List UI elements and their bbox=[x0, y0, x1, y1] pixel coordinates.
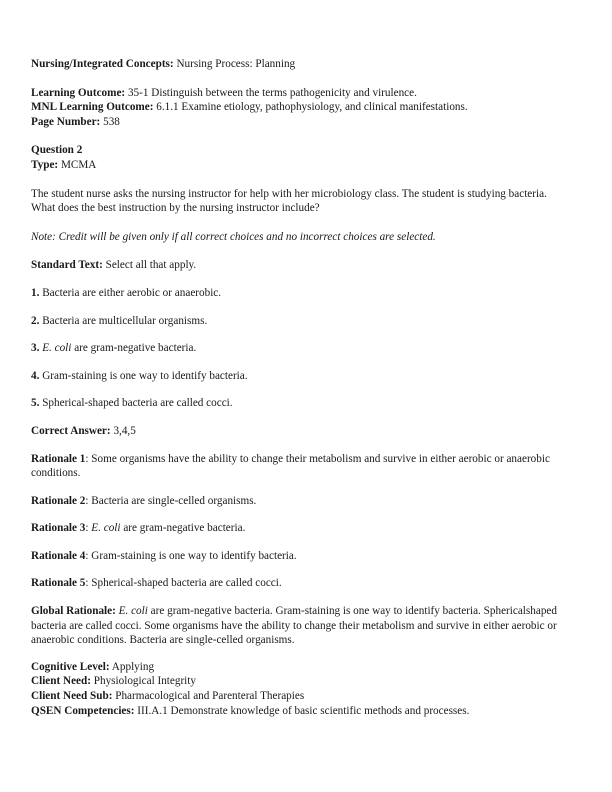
option-number: 5. bbox=[31, 397, 40, 410]
concepts-value: Nursing Process: Planning bbox=[176, 58, 296, 70]
global-rationale-organism: E. coli bbox=[118, 605, 148, 618]
qsen-label: QSEN Competencies: bbox=[31, 704, 135, 717]
client-need-sub-line bbox=[31, 689, 561, 704]
rationale-label: Rationale 2 bbox=[31, 494, 86, 507]
rationale-text: Gram-staining is one way to identify bacteria. bbox=[91, 549, 297, 562]
client-need-value: Physiological Integrity bbox=[93, 675, 196, 688]
client-need-label: Client Need: bbox=[31, 675, 91, 688]
mnl-outcome-label: MNL Learning Outcome: bbox=[31, 101, 154, 114]
option-number: 1. bbox=[31, 286, 40, 299]
option-item bbox=[31, 369, 561, 384]
rationale-item: Rationale 5: Spherical-shaped bacteria are called cocci. bbox=[31, 577, 282, 590]
client-need-line bbox=[31, 674, 561, 689]
question-type-value: MCMA bbox=[60, 158, 97, 171]
option-number: 4. bbox=[31, 369, 40, 382]
rationale-item: Rationale 3: E. coli are gram-negative bacteria. bbox=[31, 522, 246, 535]
option-text: Spherical-shaped bacteria are called cocci. bbox=[42, 397, 233, 410]
standard-text-value: Select all that apply. bbox=[105, 259, 197, 272]
rationale-item: Rationale 4: Gram-staining is one way to identify bacteria. bbox=[31, 549, 297, 562]
rationale-organism: E. coli bbox=[91, 522, 121, 535]
page-number-line bbox=[31, 115, 561, 130]
concepts-label: Nursing/Integrated Concepts: bbox=[31, 58, 174, 70]
page-number-label: Page Number: bbox=[31, 115, 101, 128]
correct-answer-label: Correct Answer: bbox=[31, 424, 111, 437]
mnl-outcome-line bbox=[31, 100, 561, 115]
option-text: Bacteria are multicellular organisms. bbox=[42, 314, 208, 327]
rationale-text: Some organisms have the ability to change their metabolism and survive in either aerobic or anaerobic conditions. bbox=[31, 452, 550, 480]
option-number: 3. bbox=[31, 342, 40, 355]
rationale-label: Rationale 5 bbox=[31, 577, 86, 590]
qsen-line bbox=[31, 704, 561, 719]
correct-answer-value: 3,4,5 bbox=[113, 424, 136, 437]
correct-answer-line bbox=[31, 424, 561, 439]
rationale-text: Bacteria are single-celled organisms. bbox=[91, 494, 257, 507]
question-type-label: Type: bbox=[31, 158, 59, 171]
option-item bbox=[31, 396, 561, 411]
option-item bbox=[31, 314, 561, 329]
credit-note: Note: Credit will be given only if all correct choices and no incorrect choices are selected. bbox=[31, 230, 436, 243]
classification-block bbox=[31, 660, 561, 718]
option-text: Bacteria are either aerobic or anaerobic. bbox=[42, 286, 222, 299]
learning-outcome-value: 35-1 Distinguish between the terms pathogenicity and virulence. bbox=[127, 86, 417, 99]
client-need-sub-label: Client Need Sub: bbox=[31, 690, 113, 703]
rationale-item: Rationale 2: Bacteria are single-celled organisms. bbox=[31, 494, 257, 507]
question-stem: The student nurse asks the nursing instructor for help with her microbiology class. The student is studying bacteria. What does the best instruction by the nursing instructor include? bbox=[31, 187, 547, 215]
option-organism: E. coli bbox=[42, 342, 72, 355]
learning-outcome-line bbox=[31, 86, 561, 101]
question-number-label: Question 2 bbox=[31, 144, 83, 157]
mnl-outcome-value: 6.1.1 Examine etiology, pathophysiology, and clinical manifestations. bbox=[156, 101, 468, 114]
cognitive-level-line bbox=[31, 660, 561, 675]
option-number: 2. bbox=[31, 314, 40, 327]
rationale-text: Spherical-shaped bacteria are called cocci. bbox=[91, 577, 282, 590]
qsen-value: III.A.1 Demonstrate knowledge of basic scientific methods and processes. bbox=[137, 704, 470, 717]
standard-text-line bbox=[31, 258, 561, 273]
page-number-value: 538 bbox=[103, 115, 120, 128]
option-item bbox=[31, 341, 561, 356]
concepts-line bbox=[31, 57, 561, 72]
learning-outcome-label: Learning Outcome: bbox=[31, 86, 126, 99]
rationale-label: Rationale 1 bbox=[31, 452, 86, 465]
document-page bbox=[31, 57, 561, 718]
option-text: are gram-negative bacteria. bbox=[74, 342, 197, 355]
option-item bbox=[31, 286, 561, 301]
question-number bbox=[31, 143, 561, 158]
question-header bbox=[31, 143, 561, 172]
question-type-line bbox=[31, 158, 561, 173]
outcomes-block bbox=[31, 86, 561, 130]
options-list bbox=[31, 286, 561, 411]
option-text: Gram-staining is one way to identify bacteria. bbox=[42, 369, 248, 382]
client-need-sub-value: Pharmacological and Parenteral Therapies bbox=[115, 690, 305, 703]
cognitive-level-label: Cognitive Level: bbox=[31, 660, 110, 673]
global-rationale-label: Global Rationale: bbox=[31, 605, 116, 618]
rationale-label: Rationale 4 bbox=[31, 549, 86, 562]
rationales-list bbox=[31, 452, 561, 592]
standard-text-label: Standard Text: bbox=[31, 259, 103, 272]
rationale-text: are gram-negative bacteria. bbox=[123, 522, 246, 535]
global-rationale-text: are gram-negative bacteria. Gram-staining is one way to identify bacteria. Sphericalshaped bacteria are called cocci. Some organisms have the ability to change their metabolism and survive in either aerobic or anaerobic conditions. Bacteria are single-celled organisms. bbox=[31, 605, 557, 647]
cognitive-level-value: Applying bbox=[111, 660, 155, 673]
rationale-label: Rationale 3 bbox=[31, 522, 86, 535]
rationale-item: Rationale 1: Some organisms have the ability to change their metabolism and survive in either aerobic or anaerobic conditions. bbox=[31, 452, 550, 480]
global-rationale bbox=[31, 604, 561, 648]
